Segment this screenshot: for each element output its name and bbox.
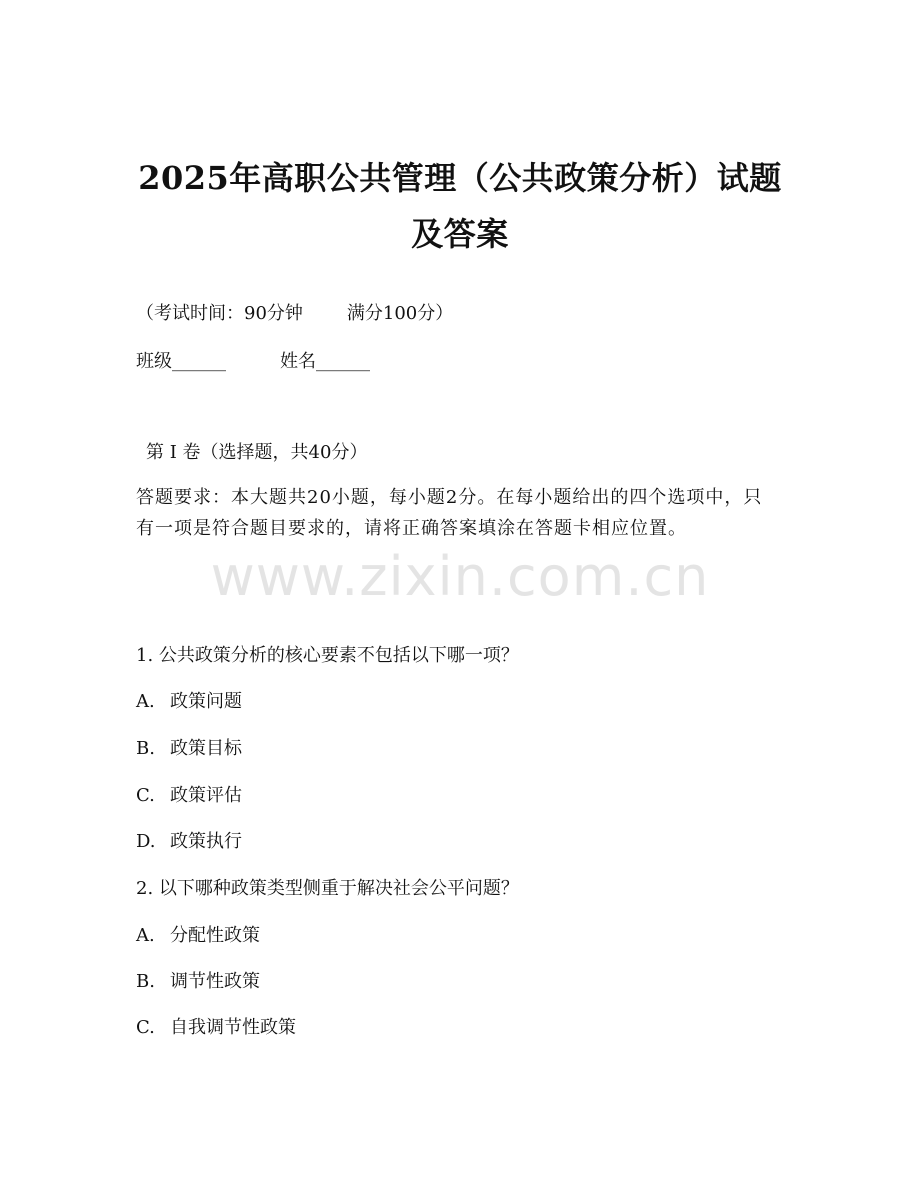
title-line-2: 及答案 <box>411 215 509 253</box>
section-heading: 第 I 卷（选择题，共40分） <box>146 442 368 463</box>
option-label: A. <box>136 691 155 712</box>
option-text: 政策问题 <box>170 691 242 712</box>
class-field: 班级______ <box>136 351 226 372</box>
question-1-option-a <box>136 690 242 714</box>
question-1-stem: 1. 公共政策分析的核心要素不包括以下哪一项？ <box>136 645 519 666</box>
option-label: D. <box>136 831 156 852</box>
question-1-option-c <box>136 784 242 808</box>
option-label: C. <box>136 1017 155 1038</box>
watermark: www.zixin.com.cn <box>210 545 710 608</box>
option-text: 自我调节性政策 <box>170 1017 296 1038</box>
option-text: 分配性政策 <box>170 925 260 946</box>
instructions: 答题要求：本大题共20小题，每小题2分。在每小题给出的四个选项中，只有一项是符合题目要求的，请将正确答案填涂在答题卡相应位置。 <box>136 487 763 539</box>
exam-score: 满分100分） <box>346 303 454 324</box>
question-2-option-c <box>136 1016 296 1040</box>
question-2-stem: 2. 以下哪种政策类型侧重于解决社会公平问题？ <box>136 878 519 899</box>
option-label: B. <box>136 971 155 992</box>
option-label: C. <box>136 785 155 806</box>
question-1-option-b <box>136 737 242 761</box>
option-text: 政策目标 <box>170 738 242 759</box>
title-line-1: 2025年高职公共管理（公共政策分析）试题 <box>138 159 782 197</box>
option-text: 政策执行 <box>170 831 242 852</box>
question-2-option-b <box>136 970 260 994</box>
question-1-option-d <box>136 830 242 854</box>
option-text: 政策评估 <box>170 785 242 806</box>
question-2-option-a <box>136 924 260 948</box>
document-title <box>60 150 860 262</box>
student-info <box>136 350 370 374</box>
option-label: B. <box>136 738 155 759</box>
option-text: 调节性政策 <box>170 971 260 992</box>
exam-info <box>136 302 453 326</box>
name-field: 姓名______ <box>280 351 370 372</box>
option-label: A. <box>136 925 155 946</box>
exam-time: （考试时间：90分钟 <box>136 303 303 324</box>
